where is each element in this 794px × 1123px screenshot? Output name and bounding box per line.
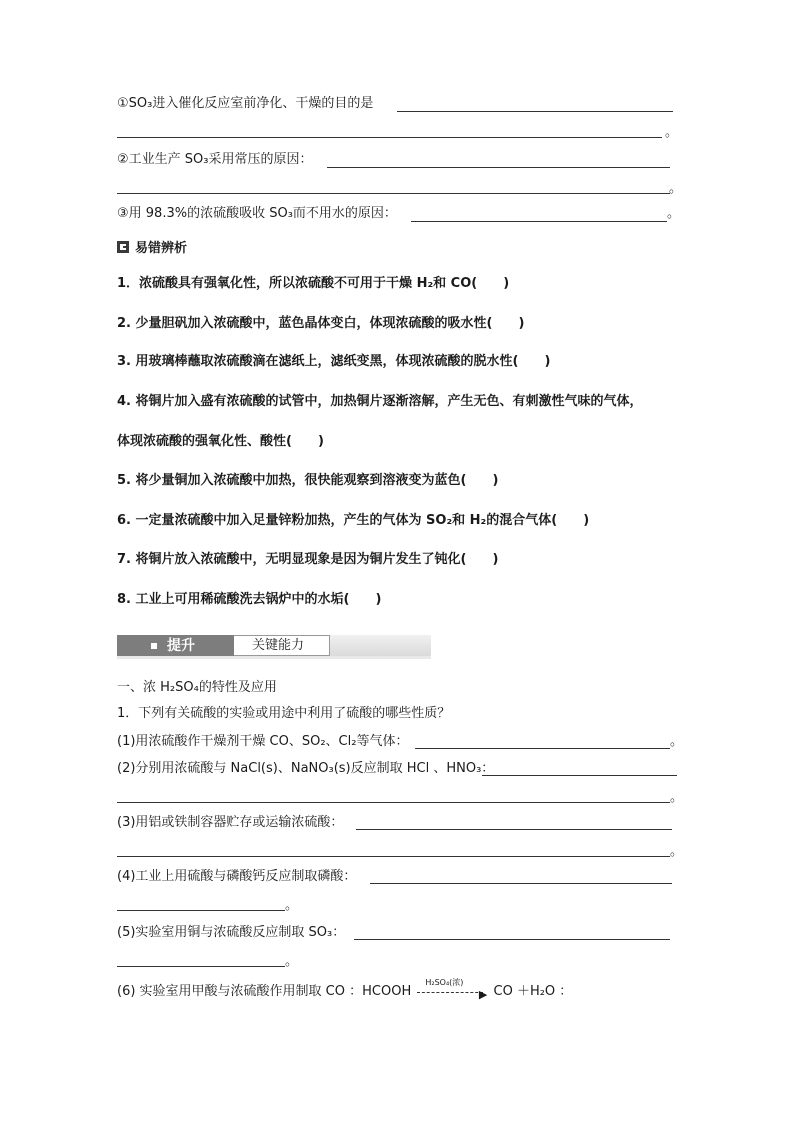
section-banner bbox=[117, 633, 431, 659]
banner-tab-text: 关键能力 bbox=[252, 638, 305, 653]
question-2 bbox=[117, 151, 312, 169]
item-text: (2)分别用浓硫酸与 NaCl(s)、NaNO₃(s)反应制取 HCl 、HNO₃： bbox=[117, 761, 495, 776]
period-mark: 。 bbox=[670, 790, 684, 805]
square-icon bbox=[151, 643, 157, 649]
question-text: ①SO₃进入催化反应室前净化、干燥的目的是 bbox=[117, 96, 374, 111]
answer-blank[interactable] bbox=[117, 137, 662, 138]
question-text: ②工业生产 SO₃采用常压的原因： bbox=[117, 152, 313, 167]
answer-blank[interactable] bbox=[482, 775, 677, 776]
close-paren: ) bbox=[583, 513, 590, 528]
banner-main-text: 提升 bbox=[167, 638, 195, 654]
item-text: 4. 将铜片加入盛有浓硫酸的试管中，加热铜片逐渐溶解，产生无色、有刺激性气味的气体， bbox=[117, 394, 643, 409]
easy-item-3 bbox=[117, 353, 550, 371]
easy-item-8 bbox=[117, 591, 381, 609]
q1-item-2 bbox=[117, 760, 494, 778]
answer-blank[interactable] bbox=[354, 939, 670, 940]
question-text: ③用 98.3%的浓硫酸吸收 SO₃而不用水的原因： bbox=[117, 206, 397, 221]
item-text: (4)工业上用硫酸与磷酸钙反应制取磷酸： bbox=[117, 869, 357, 884]
period-mark: 。 bbox=[665, 125, 679, 140]
q1-item-4 bbox=[117, 868, 356, 886]
period-mark: 。 bbox=[669, 181, 683, 196]
item-text: (1)用浓硫酸作干燥剂干燥 CO、SO₂、Cl₂等气体： bbox=[117, 734, 409, 749]
answer-blank[interactable] bbox=[327, 167, 670, 168]
close-paren: ) bbox=[544, 354, 551, 369]
easy-item-5 bbox=[117, 472, 498, 490]
section-heading-easy bbox=[117, 240, 187, 258]
section-title: 易错辨析 bbox=[135, 241, 188, 256]
item-text: 6. 一定量浓硫酸中加入足量锌粉加热，产生的气体为 SO₂和 H₂的混合气体( bbox=[117, 513, 558, 528]
question-1-title bbox=[117, 705, 450, 723]
part-title bbox=[117, 679, 277, 697]
label-icon bbox=[117, 241, 129, 253]
easy-item-4-cont bbox=[117, 433, 324, 451]
reaction-arrow bbox=[415, 978, 489, 1001]
period-mark: 。 bbox=[670, 844, 684, 859]
item-text: 2. 少量胆矾加入浓硫酸中，蓝色晶体变白，体现浓硫酸的吸水性( bbox=[117, 316, 493, 331]
item-text: (6) 实验室用甲酸与浓硫酸作用制取 CO ：HCOOH bbox=[117, 984, 412, 999]
part-title-text: 一、浓 H₂SO₄的特性及应用 bbox=[117, 680, 277, 695]
q1-item-1 bbox=[117, 733, 408, 751]
item-text: 3. 用玻璃棒蘸取浓硫酸滴在滤纸上，滤纸变黑，体现浓硫酸的脱水性( bbox=[117, 354, 519, 369]
banner-tab bbox=[234, 635, 330, 656]
period-mark: 。 bbox=[670, 734, 684, 749]
answer-blank[interactable] bbox=[397, 111, 673, 112]
item-text: CO ＋H₂O ： bbox=[493, 984, 573, 999]
easy-item-6 bbox=[117, 512, 589, 530]
question-title-text: 1．下列有关硫酸的实验或用途中利用了硫酸的哪些性质？ bbox=[117, 706, 451, 721]
close-paren: ) bbox=[518, 316, 525, 331]
item-text: 1．浓硫酸具有强氧化性，所以浓硫酸不可用于干燥 H₂和 CO( bbox=[117, 276, 478, 291]
item-text: 5. 将少量铜加入浓硫酸中加热，很快能观察到溶液变为蓝色( bbox=[117, 473, 467, 488]
answer-blank[interactable] bbox=[117, 193, 670, 194]
question-1 bbox=[117, 95, 373, 113]
period-mark: 。 bbox=[285, 898, 299, 913]
close-paren: ) bbox=[317, 434, 324, 449]
answer-blank[interactable] bbox=[117, 966, 285, 967]
question-3 bbox=[117, 205, 397, 223]
close-paren: ) bbox=[375, 592, 382, 607]
answer-blank[interactable] bbox=[411, 221, 667, 222]
easy-item-7 bbox=[117, 551, 498, 569]
arrow-line bbox=[417, 992, 483, 993]
reaction-condition: H₂SO₄(浓) bbox=[425, 978, 464, 987]
q1-item-6 bbox=[117, 978, 573, 1001]
close-paren: ) bbox=[492, 473, 499, 488]
close-paren: ) bbox=[492, 552, 499, 567]
answer-blank[interactable] bbox=[117, 802, 670, 803]
answer-blank[interactable] bbox=[356, 829, 672, 830]
item-text: (5)实验室用铜与浓硫酸反应制取 SO₃： bbox=[117, 925, 346, 940]
q1-item-3 bbox=[117, 814, 343, 832]
item-text: 7. 将铜片放入浓硫酸中，无明显现象是因为铜片发生了钝化( bbox=[117, 552, 467, 567]
banner-main bbox=[117, 635, 234, 656]
answer-blank[interactable] bbox=[415, 748, 670, 749]
easy-item-2 bbox=[117, 315, 524, 333]
item-text: (3)用铝或铁制容器贮存或运输浓硫酸： bbox=[117, 815, 344, 830]
banner-shadow bbox=[117, 656, 431, 659]
easy-item-4 bbox=[117, 393, 643, 411]
easy-item-1 bbox=[117, 275, 509, 293]
period-mark: 。 bbox=[285, 954, 299, 969]
item-text: 体现浓硫酸的强氧化性、酸性( bbox=[117, 434, 292, 449]
q1-item-5 bbox=[117, 924, 345, 942]
answer-blank[interactable] bbox=[117, 910, 285, 911]
answer-blank[interactable] bbox=[370, 883, 672, 884]
arrow-head-icon: ▶ bbox=[478, 988, 488, 1001]
item-text: 8. 工业上可用稀硫酸洗去锅炉中的水垢( bbox=[117, 592, 350, 607]
answer-blank[interactable] bbox=[117, 856, 670, 857]
close-paren: ) bbox=[503, 276, 510, 291]
period-mark: 。 bbox=[667, 206, 681, 221]
